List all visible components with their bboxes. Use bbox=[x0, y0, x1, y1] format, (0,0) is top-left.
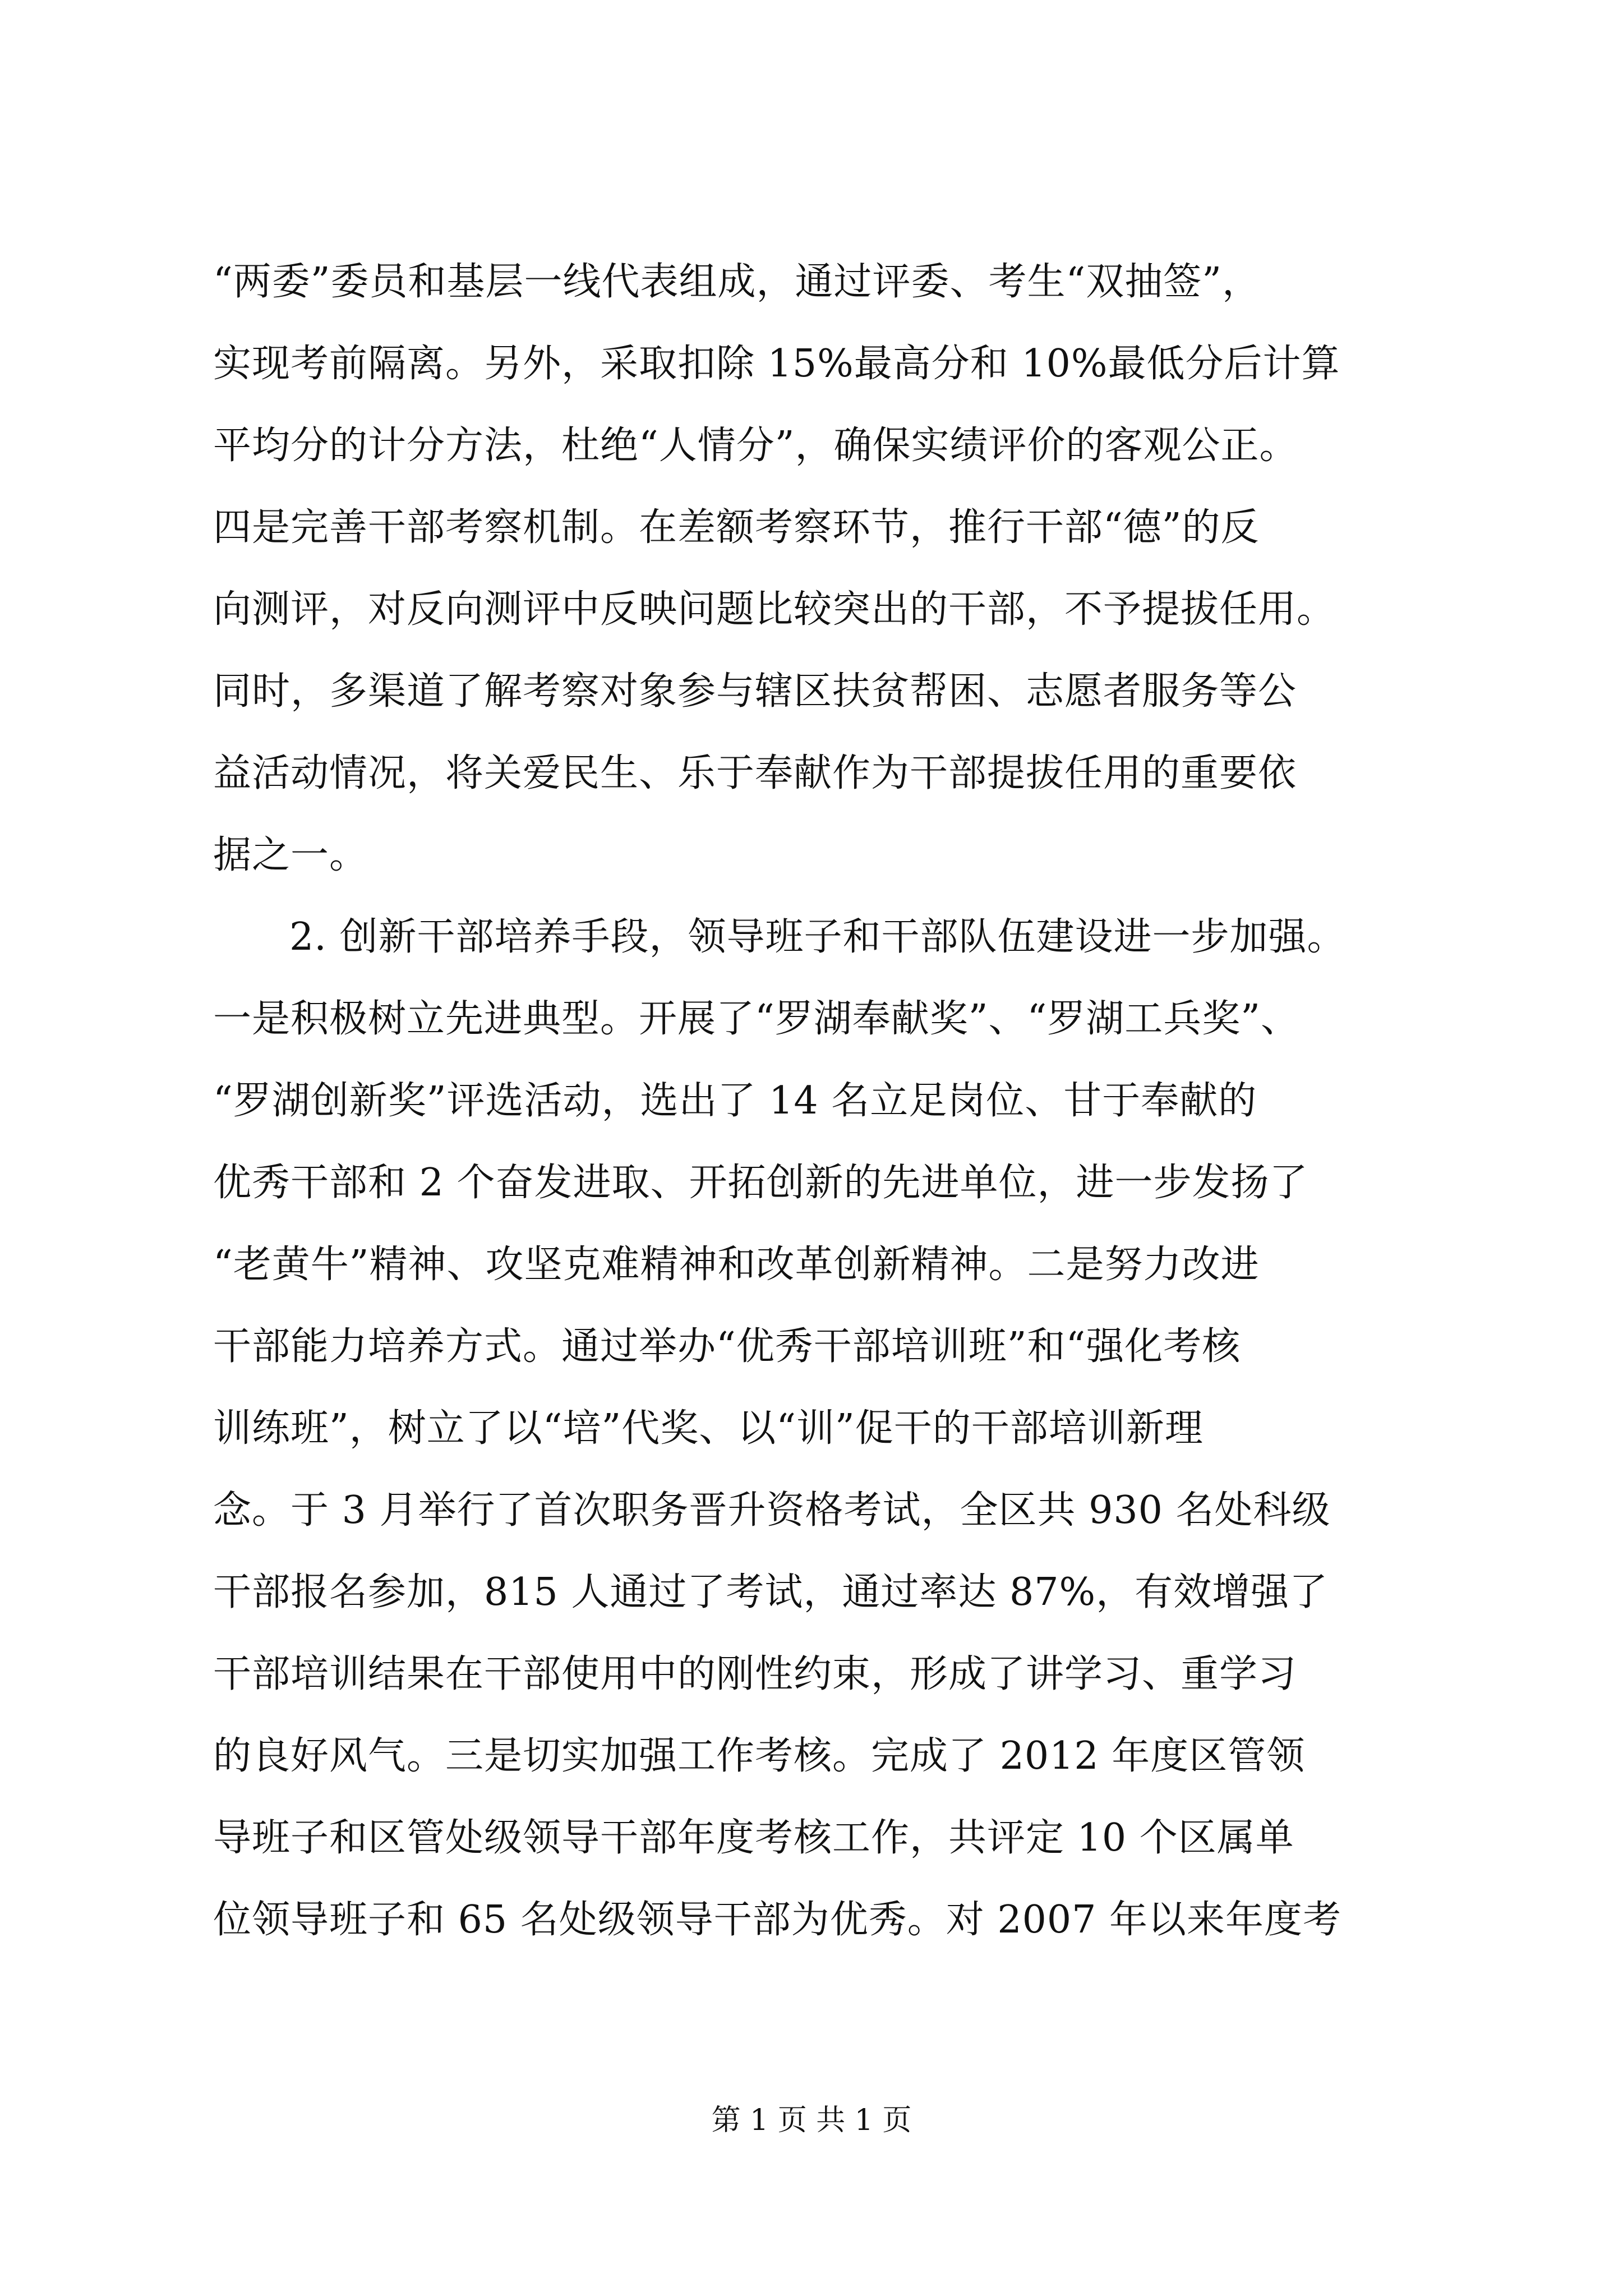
text-line: 实现考前隔离。另外，采取扣除 15%最高分和 10%最低分后计算 bbox=[213, 342, 1340, 386]
body-text bbox=[213, 241, 1419, 1961]
text-line: 四是完善干部考察机制。在差额考察环节，推行干部“德”的反 bbox=[213, 505, 1260, 550]
text-line: “罗湖创新奖”评选活动，选出了 14 名立足岗位、甘于奉献的 bbox=[213, 1079, 1257, 1123]
text-line: 导班子和区管处级领导干部年度考核工作，共评定 10 个区属单 bbox=[213, 1816, 1294, 1860]
text-line: 的良好风气。三是切实加强工作考核。完成了 2012 年度区管领 bbox=[213, 1734, 1306, 1778]
text-line: 向测评，对反向测评中反映问题比较突出的干部，不予提拔任用。 bbox=[213, 587, 1336, 632]
section-heading-line: 2. 创新干部培养手段，领导班子和干部队伍建设进一步加强。 bbox=[289, 915, 1346, 959]
text-line: “老黄牛”精神、攻坚克难精神和改革创新精神。二是努力改进 bbox=[213, 1243, 1260, 1287]
text-line: 干部报名参加，815 人通过了考试，通过率达 87%，有效增强了 bbox=[213, 1570, 1329, 1614]
page-footer bbox=[0, 2098, 1623, 2143]
text-line: 念。于 3 月举行了首次职务晋升资格考试，全区共 930 名处科级 bbox=[213, 1488, 1331, 1533]
text-line: “两委”委员和基层一线代表组成，通过评委、考生“双抽签”， bbox=[213, 260, 1261, 304]
text-line: 一是积极树立先进典型。开展了“罗湖奉献奖”、“罗湖工兵奖”、 bbox=[213, 997, 1300, 1041]
text-line: 干部能力培养方式。通过举办“优秀干部培训班”和“强化考核 bbox=[213, 1324, 1241, 1369]
page-number-label: 第 1 页 共 1 页 bbox=[711, 2104, 912, 2137]
text-line: 同时，多渠道了解考察对象参与辖区扶贫帮困、志愿者服务等公 bbox=[213, 669, 1297, 714]
text-line: 训练班”，树立了以“培”代奖、以“训”促干的干部培训新理 bbox=[213, 1406, 1204, 1451]
text-line: 位领导班子和 65 名处级领导干部为优秀。对 2007 年以来年度考 bbox=[213, 1898, 1342, 1942]
text-line: 优秀干部和 2 个奋发进取、开拓创新的先进单位，进一步发扬了 bbox=[213, 1161, 1308, 1205]
text-line: 平均分的计分方法，杜绝“人情分”，确保实绩评价的客观公正。 bbox=[213, 424, 1298, 468]
text-line: 益活动情况，将关爱民生、乐于奉献作为干部提拔任用的重要依 bbox=[213, 751, 1297, 795]
text-line: 据之一。 bbox=[213, 833, 368, 877]
text-line: 干部培训结果在干部使用中的刚性约束，形成了讲学习、重学习 bbox=[213, 1652, 1297, 1696]
